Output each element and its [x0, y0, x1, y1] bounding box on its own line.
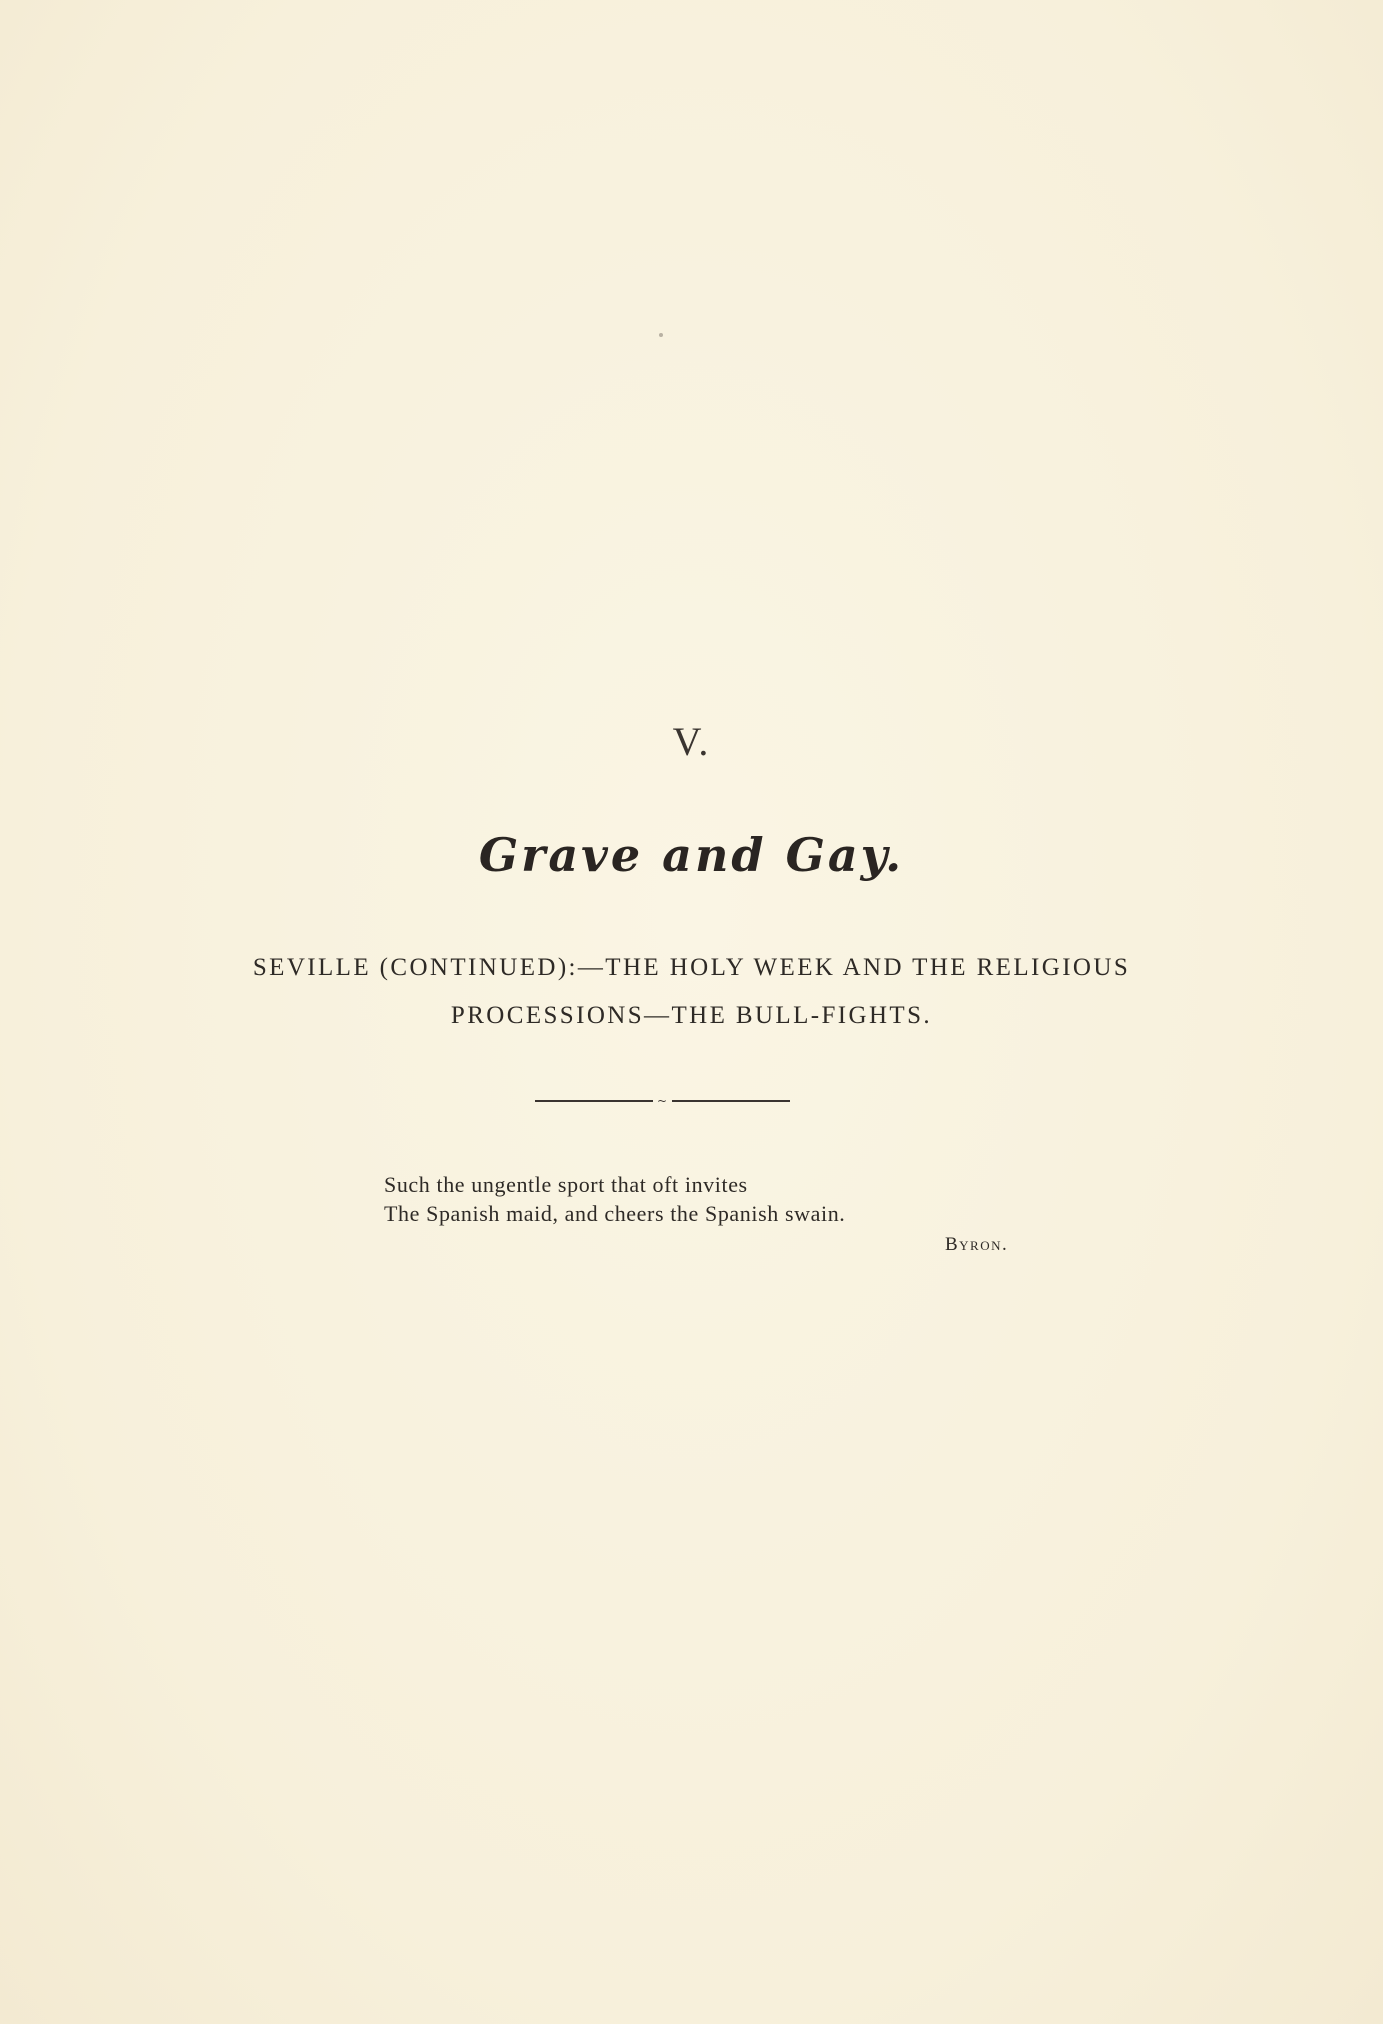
subtitle-line-2: PROCESSIONS—THE BULL-FIGHTS. [450, 1002, 933, 1029]
chapter-title: Grave and Gay. [478, 828, 905, 882]
epigraph-attribution: Byron. [945, 1234, 1009, 1255]
subtitle-line-1: SEVILLE (CONTINUED):—THE HOLY WEEK AND THE RELIGIOUS [252, 954, 1131, 981]
chapter-subtitle [120, 944, 1263, 1040]
epigraph-line-1: Such the ungentle sport that oft invites [384, 1172, 748, 1197]
section-divider [535, 1094, 790, 1108]
epigraph-line-2: The Spanish maid, and cheers the Spanish swain. [384, 1201, 846, 1226]
chapter-number: V. [672, 719, 711, 764]
epigraph [384, 1170, 845, 1228]
divider-ornament-icon: ~ [657, 1094, 668, 1108]
divider-line-right [672, 1100, 790, 1102]
divider-line-left [535, 1100, 653, 1102]
paper-speck [659, 333, 663, 337]
